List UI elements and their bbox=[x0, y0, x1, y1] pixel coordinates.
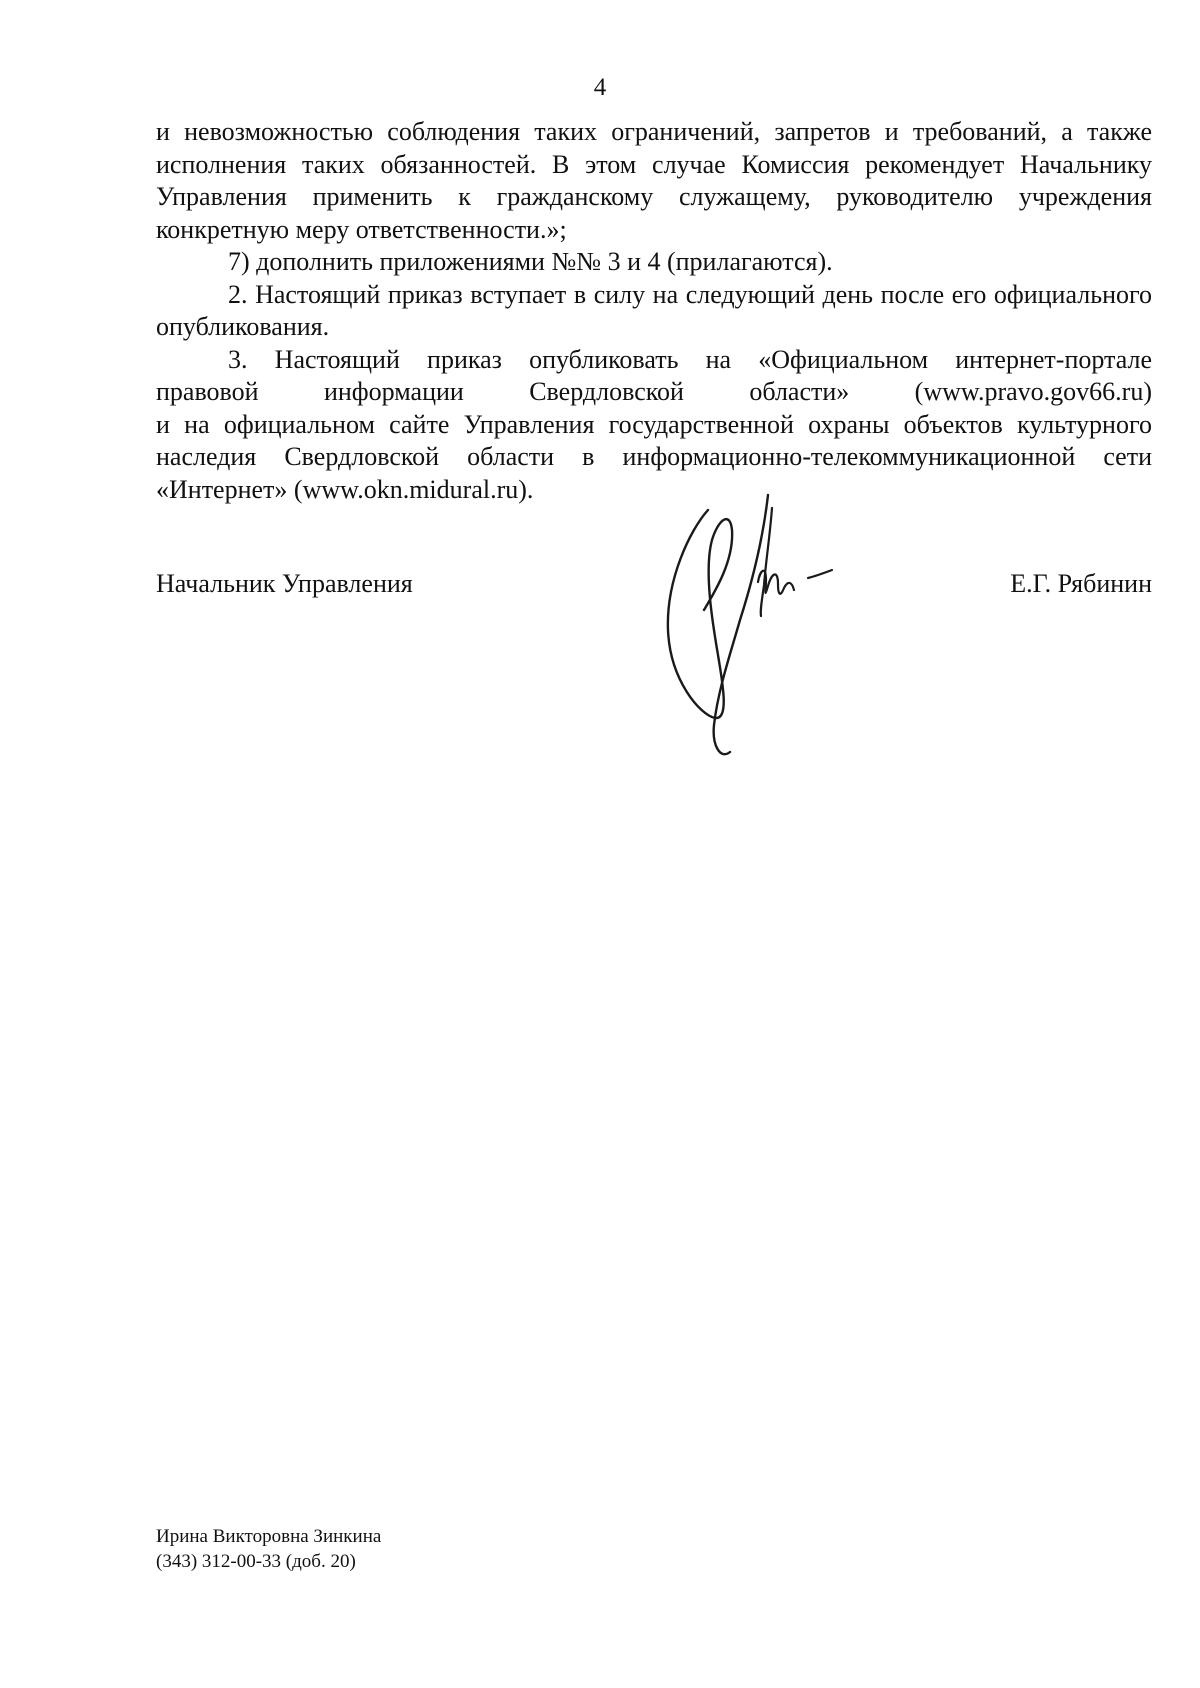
paragraph-clause-3-rest: и на официальном сайте Управления государственной охраны объектов культурного наследия Свердловской области в информационно-телекоммуникационной сети «Интернет» (www.okn.midural.ru). bbox=[156, 409, 1152, 504]
paragraph-clause-3-line-1: 3. Настоящий приказ опубликовать на «Официальном интернет-портале bbox=[228, 344, 1152, 374]
paragraph-clause-3-line-2: правовой информации Свердловской области» (www.pravo.gov66.ru) bbox=[156, 377, 1152, 406]
executor-info bbox=[156, 1524, 381, 1574]
document-body bbox=[156, 116, 1152, 506]
handwritten-signature bbox=[660, 490, 880, 770]
executor-phone: (343) 312-00-33 (доб. 20) bbox=[156, 1551, 356, 1572]
signatory-position: Начальник Управления bbox=[156, 569, 413, 598]
page-number: 4 bbox=[593, 74, 607, 101]
paragraph-continuation: и невозможностью соблюдения таких ограничений, запретов и требований, а также исполнения таких обязанностей. В этом случае Комиссия рекомендует Начальнику Управления применить к гражданскому служащему, руководителю учреждения конкретную меру ответственности.»; bbox=[156, 117, 1152, 244]
executor-name: Ирина Викторовна Зинкина bbox=[156, 1526, 382, 1547]
signatory-name: Е.Г. Рябинин bbox=[1010, 569, 1152, 598]
paragraph-item-7: 7) дополнить приложениями №№ 3 и 4 (прилагаются). bbox=[228, 247, 833, 276]
paragraph-clause-2: 2. Настоящий приказ вступает в силу на следующий день после его официального опубликования. bbox=[156, 279, 1152, 341]
signature-block bbox=[156, 567, 1152, 601]
